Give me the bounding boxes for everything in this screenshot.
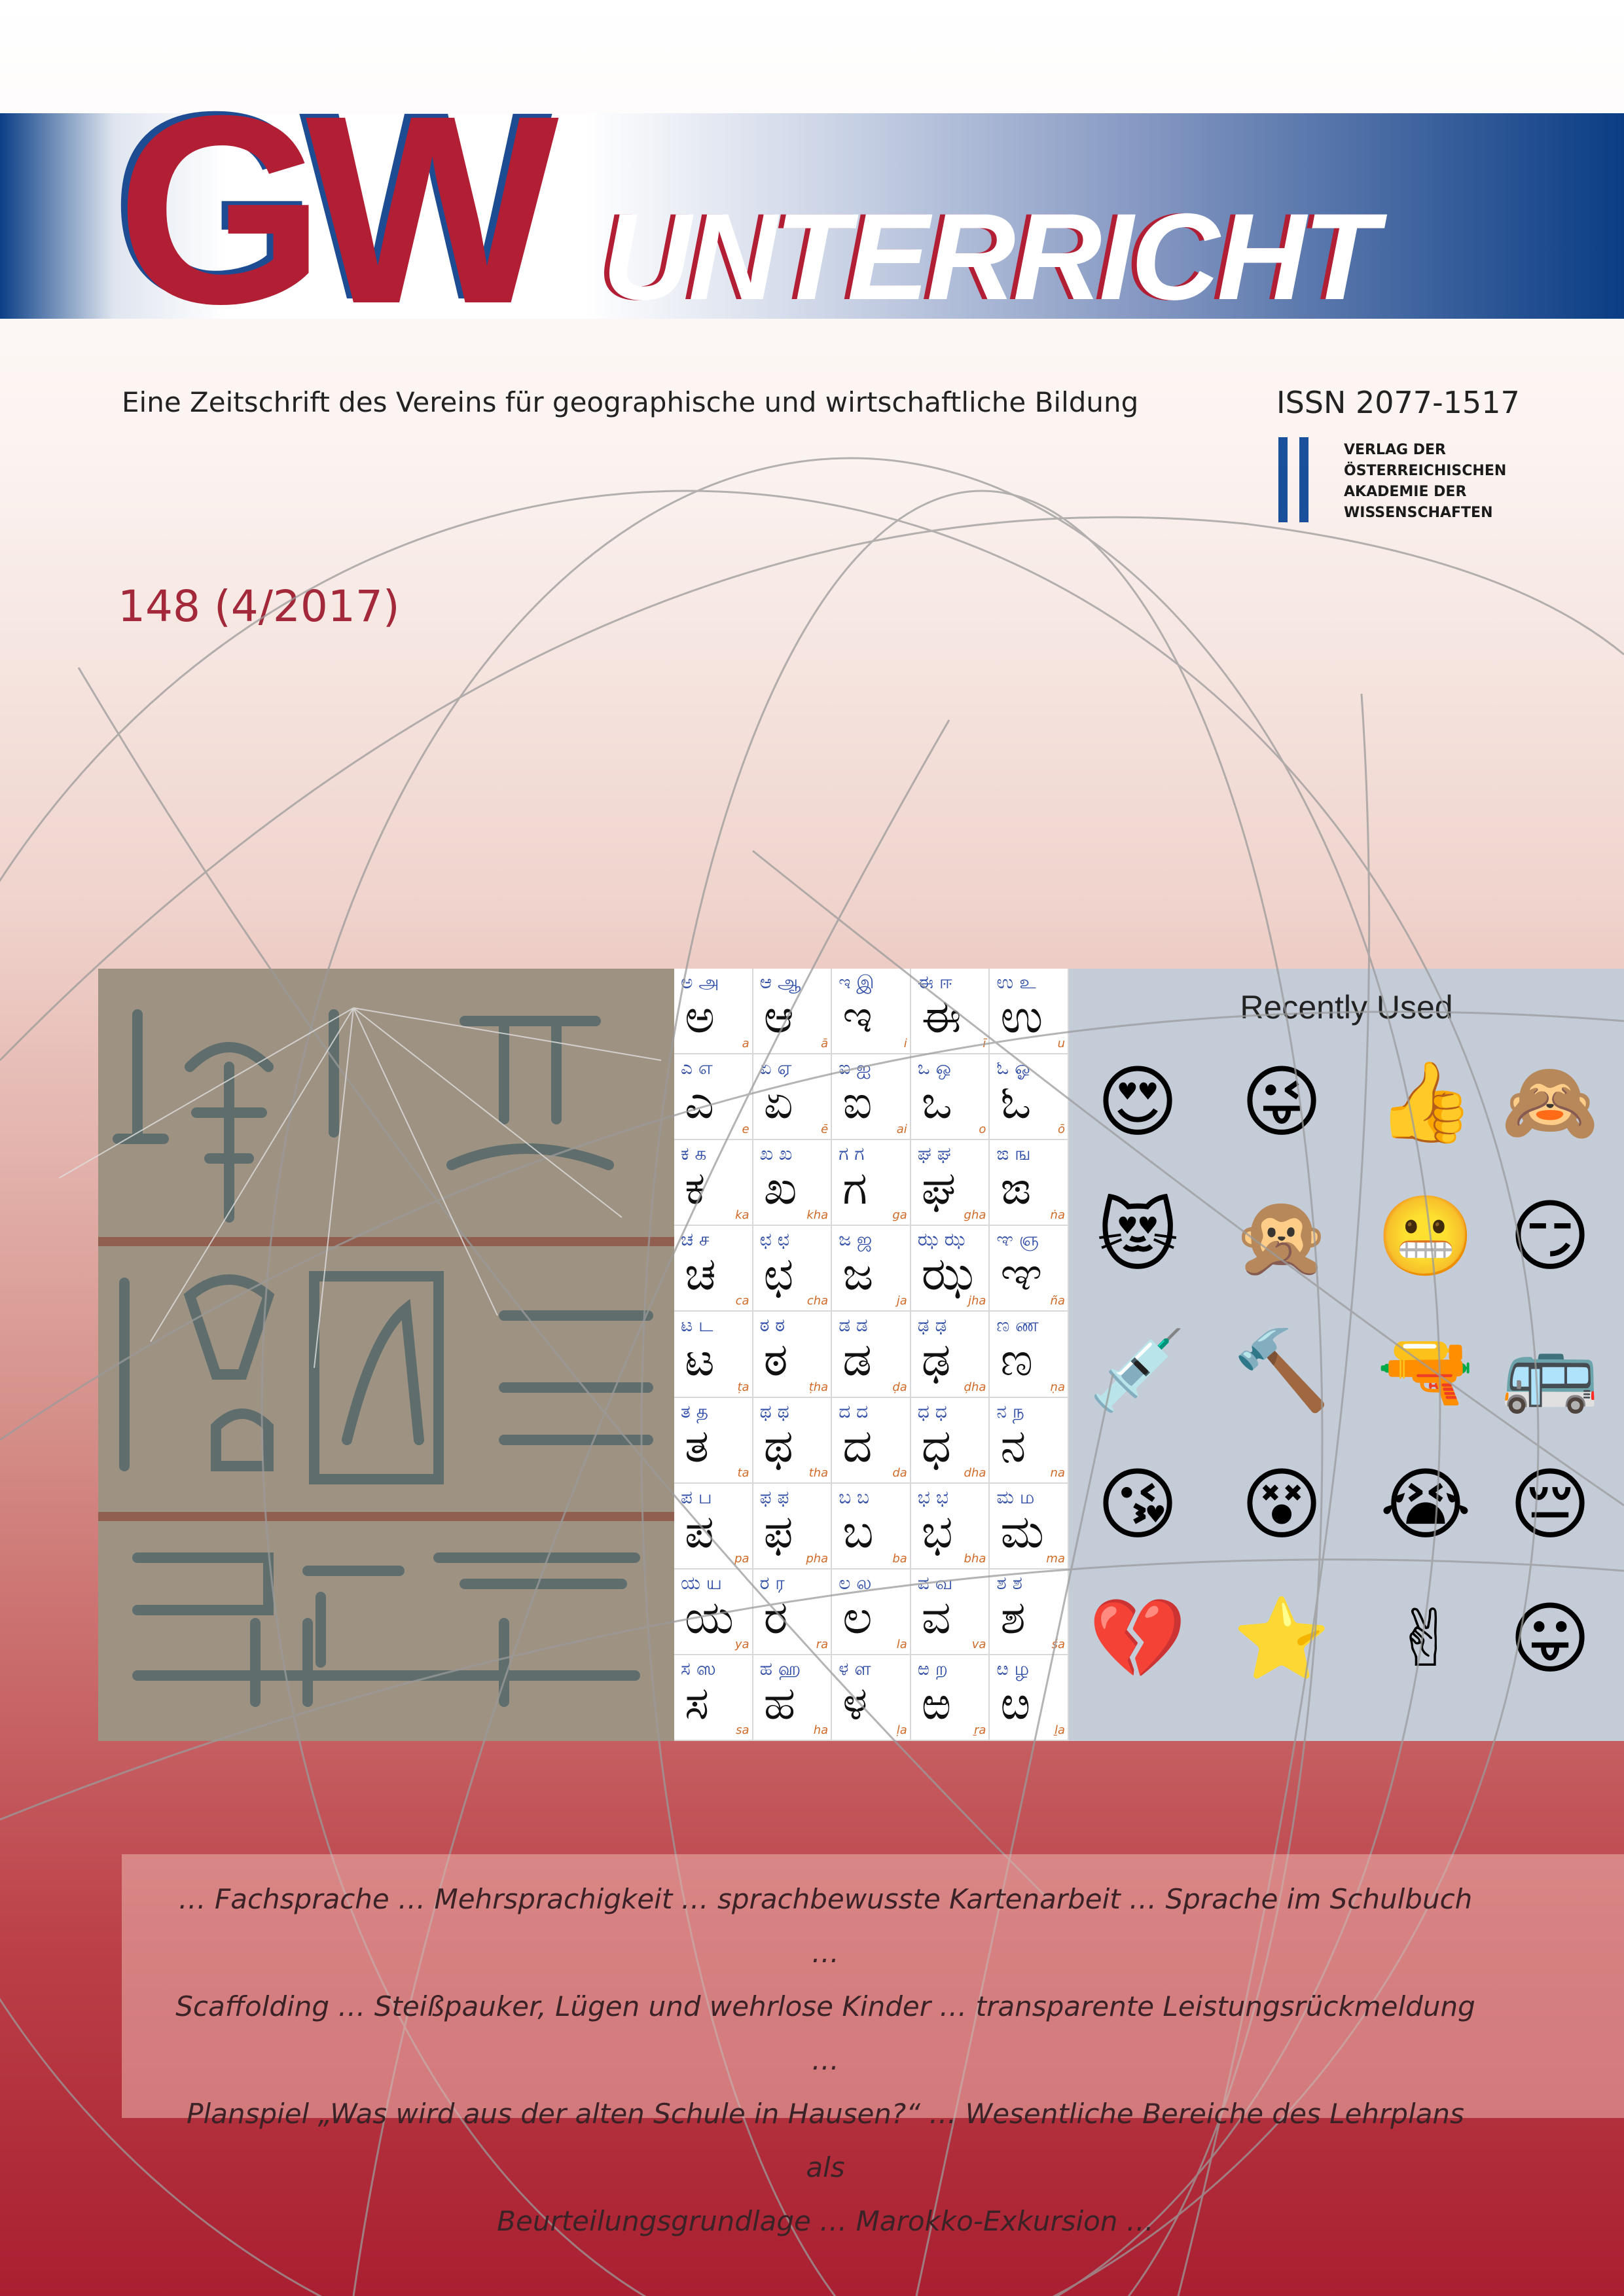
emoji-icon: 😭: [1379, 1460, 1472, 1551]
hieroglyph-image: [98, 969, 674, 1741]
script-cell-latin: pha: [806, 1551, 829, 1566]
script-cell-latin: va: [971, 1637, 986, 1651]
script-cell-glyph: ಝ: [921, 1247, 974, 1301]
script-cell-latin: ta: [737, 1465, 749, 1480]
emoji-keyboard-image: [1069, 969, 1624, 1741]
script-cell-glyph: ಖ: [763, 1161, 797, 1215]
emoji-icon: 🔫: [1377, 1325, 1475, 1416]
script-cell: [990, 1655, 1069, 1741]
script-cell-latin: ha: [813, 1723, 829, 1737]
script-cell-top: ಳ ள: [839, 1657, 871, 1679]
publisher-line: VERLAG DER: [1344, 442, 1446, 458]
script-cell-glyph: ವ: [921, 1590, 951, 1644]
script-cell-glyph: ಫ: [763, 1504, 793, 1558]
script-cell: [753, 1398, 833, 1484]
script-cell: [911, 1312, 990, 1397]
script-cell: [911, 969, 990, 1054]
script-cell-latin: kha: [806, 1208, 829, 1223]
script-cell-top: ಲ ல: [839, 1571, 872, 1594]
script-cell-latin: i: [903, 1037, 907, 1051]
script-cell-latin: ḻa: [1054, 1723, 1065, 1737]
emoji-icon: ⭐: [1233, 1594, 1331, 1685]
script-cell-top: ಇ இ: [839, 971, 875, 993]
script-cell: [832, 1484, 911, 1570]
script-cell: [753, 1484, 833, 1570]
script-cell: [832, 1398, 911, 1484]
emoji-icon: 😻: [1096, 1191, 1179, 1282]
script-cell: [990, 1484, 1069, 1570]
script-cell-top: ಅ அ: [681, 971, 719, 993]
topic-line: … Fachsprache … Mehrsprachigkeit … sprachbewusste Kartenarbeit … Sprache im Schulbuch …: [178, 1883, 1473, 1969]
script-cell-top: ಚ ச: [681, 1229, 710, 1251]
script-cell-glyph: ಣ: [1000, 1333, 1034, 1387]
script-cell-latin: jha: [967, 1294, 986, 1308]
script-cell: [674, 1655, 753, 1741]
script-cell: [832, 1655, 911, 1741]
script-cell-glyph: ಠ: [763, 1333, 788, 1387]
script-cell-top: ಥ ಥ: [759, 1400, 789, 1422]
issn-number: ISSN 2077-1517: [1276, 385, 1520, 420]
script-cell: [674, 969, 753, 1054]
script-cell-latin: ka: [735, 1208, 749, 1223]
publisher-line: AKADEMIE DER: [1344, 484, 1467, 500]
script-cell: [832, 1054, 911, 1140]
script-cell-latin: ña: [1050, 1294, 1065, 1308]
script-cell: [911, 1054, 990, 1140]
script-cell: [911, 1398, 990, 1484]
emoji-icon: 😵: [1240, 1460, 1323, 1551]
emoji-icon: 💔: [1089, 1594, 1187, 1685]
emoji-icon: 😔: [1509, 1460, 1591, 1551]
script-cell-glyph: ಏ: [763, 1075, 793, 1130]
script-cell-latin: ba: [892, 1551, 907, 1566]
issue-number: 148 (4/2017): [118, 581, 400, 632]
script-cell-top: ಸ ஸ: [681, 1657, 716, 1679]
script-chart-image: [674, 969, 1069, 1741]
script-cell-latin: ya: [734, 1637, 749, 1651]
emoji-icon: 😛: [1509, 1594, 1591, 1685]
script-cell-glyph: ರ: [763, 1590, 788, 1644]
script-cell-latin: ra: [816, 1637, 829, 1651]
script-cell: [753, 1226, 833, 1312]
script-cell: [674, 1226, 753, 1312]
script-cell-top: ಮ ம: [996, 1486, 1035, 1508]
script-cell: [832, 1140, 911, 1226]
script-cell-latin: la: [896, 1637, 907, 1651]
script-cell: [674, 1054, 753, 1140]
publisher-line: WISSENSCHAFTEN: [1344, 505, 1493, 521]
script-cell-glyph: ಎ: [685, 1075, 714, 1130]
script-cell-top: ಞ ஞ: [996, 1229, 1039, 1251]
emoji-icon: 🚌: [1501, 1325, 1599, 1416]
script-cell: [753, 969, 833, 1054]
script-cell-glyph: ಡ: [842, 1333, 872, 1387]
script-cell: [990, 1398, 1069, 1484]
script-cell-glyph: ಈ: [921, 990, 962, 1043]
script-cell-latin: ja: [896, 1294, 907, 1308]
script-cell-glyph: ಯ: [685, 1590, 734, 1644]
script-cell-top: ೞ ழ: [996, 1657, 1030, 1679]
script-cell-top: ಝ ಝ: [917, 1229, 965, 1251]
script-cell-glyph: ನ: [1000, 1418, 1026, 1473]
script-cell: [753, 1570, 833, 1655]
script-cell-glyph: ಇ: [842, 990, 873, 1043]
script-cell: [911, 1655, 990, 1741]
script-cell-top: ಣ ண: [996, 1314, 1039, 1336]
script-cell-glyph: ಐ: [842, 1075, 873, 1130]
script-cell-glyph: ಟ: [685, 1333, 715, 1387]
script-cell-latin: gha: [964, 1208, 986, 1223]
script-cell-glyph: ಒ: [921, 1075, 952, 1130]
script-cell-latin: a: [742, 1037, 749, 1051]
script-cell-glyph: ಅ: [685, 990, 715, 1043]
emoji-icon: 😘: [1096, 1460, 1179, 1551]
script-cell-glyph: ಛ: [763, 1247, 794, 1301]
script-cell-latin: ḍha: [964, 1380, 986, 1394]
script-cell-top: ಘ ಘ: [917, 1143, 951, 1165]
script-cell-top: ಢ ಢ: [917, 1314, 947, 1336]
script-cell-glyph: ಙ: [1000, 1161, 1032, 1215]
script-cell-top: ಖ ಖ: [759, 1143, 793, 1165]
script-cell: [990, 1570, 1069, 1655]
script-cell-glyph: ಕ: [685, 1161, 706, 1215]
script-grid: [674, 969, 1069, 1741]
script-cell-glyph: ೞ: [1000, 1676, 1031, 1730]
script-cell-top: ಓ ஓ: [996, 1057, 1030, 1079]
script-cell: [832, 1312, 911, 1397]
script-cell-top: ಈ ஈ: [917, 971, 952, 993]
script-cell: [753, 1054, 833, 1140]
script-cell-top: ಧ ಧ: [917, 1400, 947, 1422]
script-cell-glyph: ಗ: [842, 1161, 868, 1215]
script-cell-latin: bha: [964, 1551, 986, 1566]
script-cell-top: ಕ க: [681, 1143, 707, 1165]
script-cell-latin: ma: [1046, 1551, 1065, 1566]
script-cell-top: ಛ ಛ: [759, 1229, 790, 1251]
script-cell-top: ಟ ட: [681, 1314, 713, 1336]
script-cell-latin: ḷa: [896, 1723, 907, 1737]
script-cell: [753, 1140, 833, 1226]
topics-box: [122, 1854, 1624, 2237]
script-cell: [674, 1398, 753, 1484]
script-cell: [990, 1140, 1069, 1226]
script-cell: [911, 1570, 990, 1655]
script-cell-top: ಬ ಬ: [839, 1486, 870, 1508]
script-cell-glyph: ಪ: [685, 1504, 714, 1558]
script-cell-top: ರ ர: [759, 1571, 785, 1594]
script-cell-top: ಒ ஒ: [917, 1057, 951, 1079]
script-cell-latin: ō: [1057, 1122, 1065, 1137]
script-cell-glyph: ಬ: [842, 1504, 874, 1558]
emoji-icon: ✌: [1392, 1594, 1459, 1685]
emoji-icon: 💉: [1089, 1325, 1187, 1416]
script-cell: [911, 1226, 990, 1312]
recently-used-heading: Recently Used: [1240, 989, 1453, 1026]
hieroglyph-relief-icon: [98, 969, 674, 1741]
script-cell-top: ಫ ಫ: [759, 1486, 789, 1508]
script-cell-latin: cha: [806, 1294, 829, 1308]
emoji-icon: 🙈: [1501, 1057, 1599, 1148]
script-cell-top: ಭ ಭ: [917, 1486, 948, 1508]
script-cell: [674, 1140, 753, 1226]
script-cell-glyph: ಆ: [763, 990, 794, 1043]
script-cell-latin: u: [1057, 1037, 1065, 1051]
script-cell-glyph: ತ: [685, 1418, 710, 1473]
script-cell-top: ಙ ங: [996, 1143, 1031, 1165]
script-cell-latin: na: [1050, 1465, 1065, 1480]
script-cell-glyph: ಉ: [1000, 990, 1043, 1043]
script-cell-latin: ē: [821, 1122, 829, 1137]
script-cell-glyph: ಹ: [763, 1676, 796, 1730]
script-cell-glyph: ಚ: [685, 1247, 716, 1301]
emoji-icon: 🙊: [1233, 1191, 1331, 1282]
script-cell-top: ವ வ: [917, 1571, 953, 1594]
script-cell-latin: ṟa: [973, 1723, 986, 1737]
script-cell-top: ಜ ஜ: [839, 1229, 873, 1251]
script-cell-latin: da: [892, 1465, 907, 1480]
script-cell-top: ಎ எ: [681, 1057, 713, 1079]
script-cell-top: ಗ ಗ: [839, 1143, 865, 1165]
script-cell-top: ಶ ಶ: [996, 1571, 1022, 1594]
script-cell-top: ತ த: [681, 1400, 708, 1422]
script-cell-glyph: ದ: [842, 1418, 873, 1473]
script-cell-glyph: ಱ: [921, 1676, 952, 1730]
script-cell-latin: ga: [892, 1208, 907, 1223]
emoji-icon: 🔨: [1233, 1325, 1331, 1416]
script-cell: [911, 1140, 990, 1226]
script-cell-latin: sa: [736, 1723, 749, 1737]
emoji-icon: 😜: [1240, 1057, 1323, 1148]
script-cell: [990, 1226, 1069, 1312]
script-cell-top: ಆ ஆ: [759, 971, 801, 993]
script-cell: [832, 969, 911, 1054]
script-cell-top: ಹ ஹ: [759, 1657, 801, 1679]
gw-logo: GW: [117, 60, 539, 359]
script-cell-latin: ṅa: [1050, 1208, 1065, 1223]
journal-subtitle: Eine Zeitschrift des Vereins für geographische und wirtschaftliche Bildung: [122, 386, 1139, 418]
script-cell-latin: ḍa: [892, 1380, 907, 1394]
script-cell-latin: ā: [821, 1037, 829, 1051]
script-cell-latin: e: [742, 1122, 749, 1137]
script-cell: [674, 1484, 753, 1570]
script-cell-glyph: ಢ: [921, 1333, 951, 1387]
script-cell-glyph: ಲ: [842, 1590, 873, 1644]
topic-line: Planspiel „Was wird aus der alten Schule in Hausen?“ … Wesentliche Bereiche des Lehrplans als: [187, 2098, 1464, 2183]
script-cell-glyph: ಶ: [1000, 1590, 1026, 1644]
script-cell-latin: dha: [964, 1465, 986, 1480]
script-cell: [674, 1312, 753, 1397]
script-cell-top: ಠ ಠ: [759, 1314, 785, 1336]
script-cell-top: ನ ந: [996, 1400, 1024, 1422]
script-cell-latin: o: [979, 1122, 986, 1137]
script-cell: [911, 1484, 990, 1570]
script-cell-latin: ca: [735, 1294, 749, 1308]
script-cell: [990, 1054, 1069, 1140]
script-cell-glyph: ಘ: [921, 1161, 956, 1215]
script-cell-glyph: ಮ: [1000, 1504, 1044, 1558]
script-cell-top: ಱ ற: [917, 1657, 948, 1679]
script-cell-top: ಐ ஐ: [839, 1057, 871, 1079]
publisher-line: ÖSTERREICHISCHEN: [1344, 463, 1507, 479]
script-cell-latin: ai: [896, 1122, 907, 1137]
script-cell: [674, 1570, 753, 1655]
script-cell-latin: ṇa: [1050, 1380, 1065, 1394]
script-cell-latin: śa: [1051, 1637, 1065, 1651]
script-cell: [832, 1570, 911, 1655]
script-cell-glyph: ಓ: [1000, 1075, 1032, 1130]
script-cell-glyph: ಧ: [921, 1418, 952, 1473]
script-cell-top: ಯ ய: [681, 1571, 722, 1594]
script-cell: [832, 1226, 911, 1312]
script-cell-glyph: ಸ: [685, 1676, 710, 1730]
script-cell-glyph: ಜ: [842, 1247, 874, 1301]
script-cell: [990, 1312, 1069, 1397]
script-cell-latin: ī: [983, 1037, 986, 1051]
script-cell-latin: tha: [808, 1465, 829, 1480]
script-cell-glyph: ಥ: [763, 1418, 793, 1473]
script-cell-latin: ṭha: [808, 1380, 829, 1394]
script-cell-glyph: ಞ: [1000, 1247, 1043, 1301]
script-cell-top: ಏ ஏ: [759, 1057, 792, 1079]
emoji-icon: 😍: [1096, 1057, 1179, 1148]
script-cell-latin: pa: [734, 1551, 749, 1566]
script-cell-top: ಡ ಡ: [839, 1314, 868, 1336]
script-cell: [753, 1312, 833, 1397]
script-cell-top: ಉ உ: [996, 971, 1036, 993]
topic-line: Scaffolding … Steißpauker, Lügen und wehrlose Kinder … transparente Leistungsrückmeldung …: [175, 1990, 1475, 2076]
script-cell-glyph: ಭ: [921, 1504, 953, 1558]
script-cell-top: ದ ದ: [839, 1400, 869, 1422]
script-cell-glyph: ಳ: [842, 1676, 868, 1730]
emoji-icon: 👍: [1377, 1057, 1475, 1148]
script-cell-latin: ṭa: [737, 1380, 749, 1394]
script-cell: [990, 969, 1069, 1054]
script-cell-top: ಪ ப: [681, 1486, 712, 1508]
publisher-name: [1344, 440, 1553, 524]
topic-line: Beurteilungsgrundlage … Marokko-Exkursion …: [497, 2205, 1154, 2237]
script-cell: [753, 1655, 833, 1741]
publisher-logo-bars: [1278, 437, 1311, 522]
emoji-icon: 😬: [1377, 1191, 1475, 1282]
emoji-icon: 😏: [1509, 1191, 1591, 1282]
unterricht-title: UNTERRICHT: [602, 188, 1376, 325]
